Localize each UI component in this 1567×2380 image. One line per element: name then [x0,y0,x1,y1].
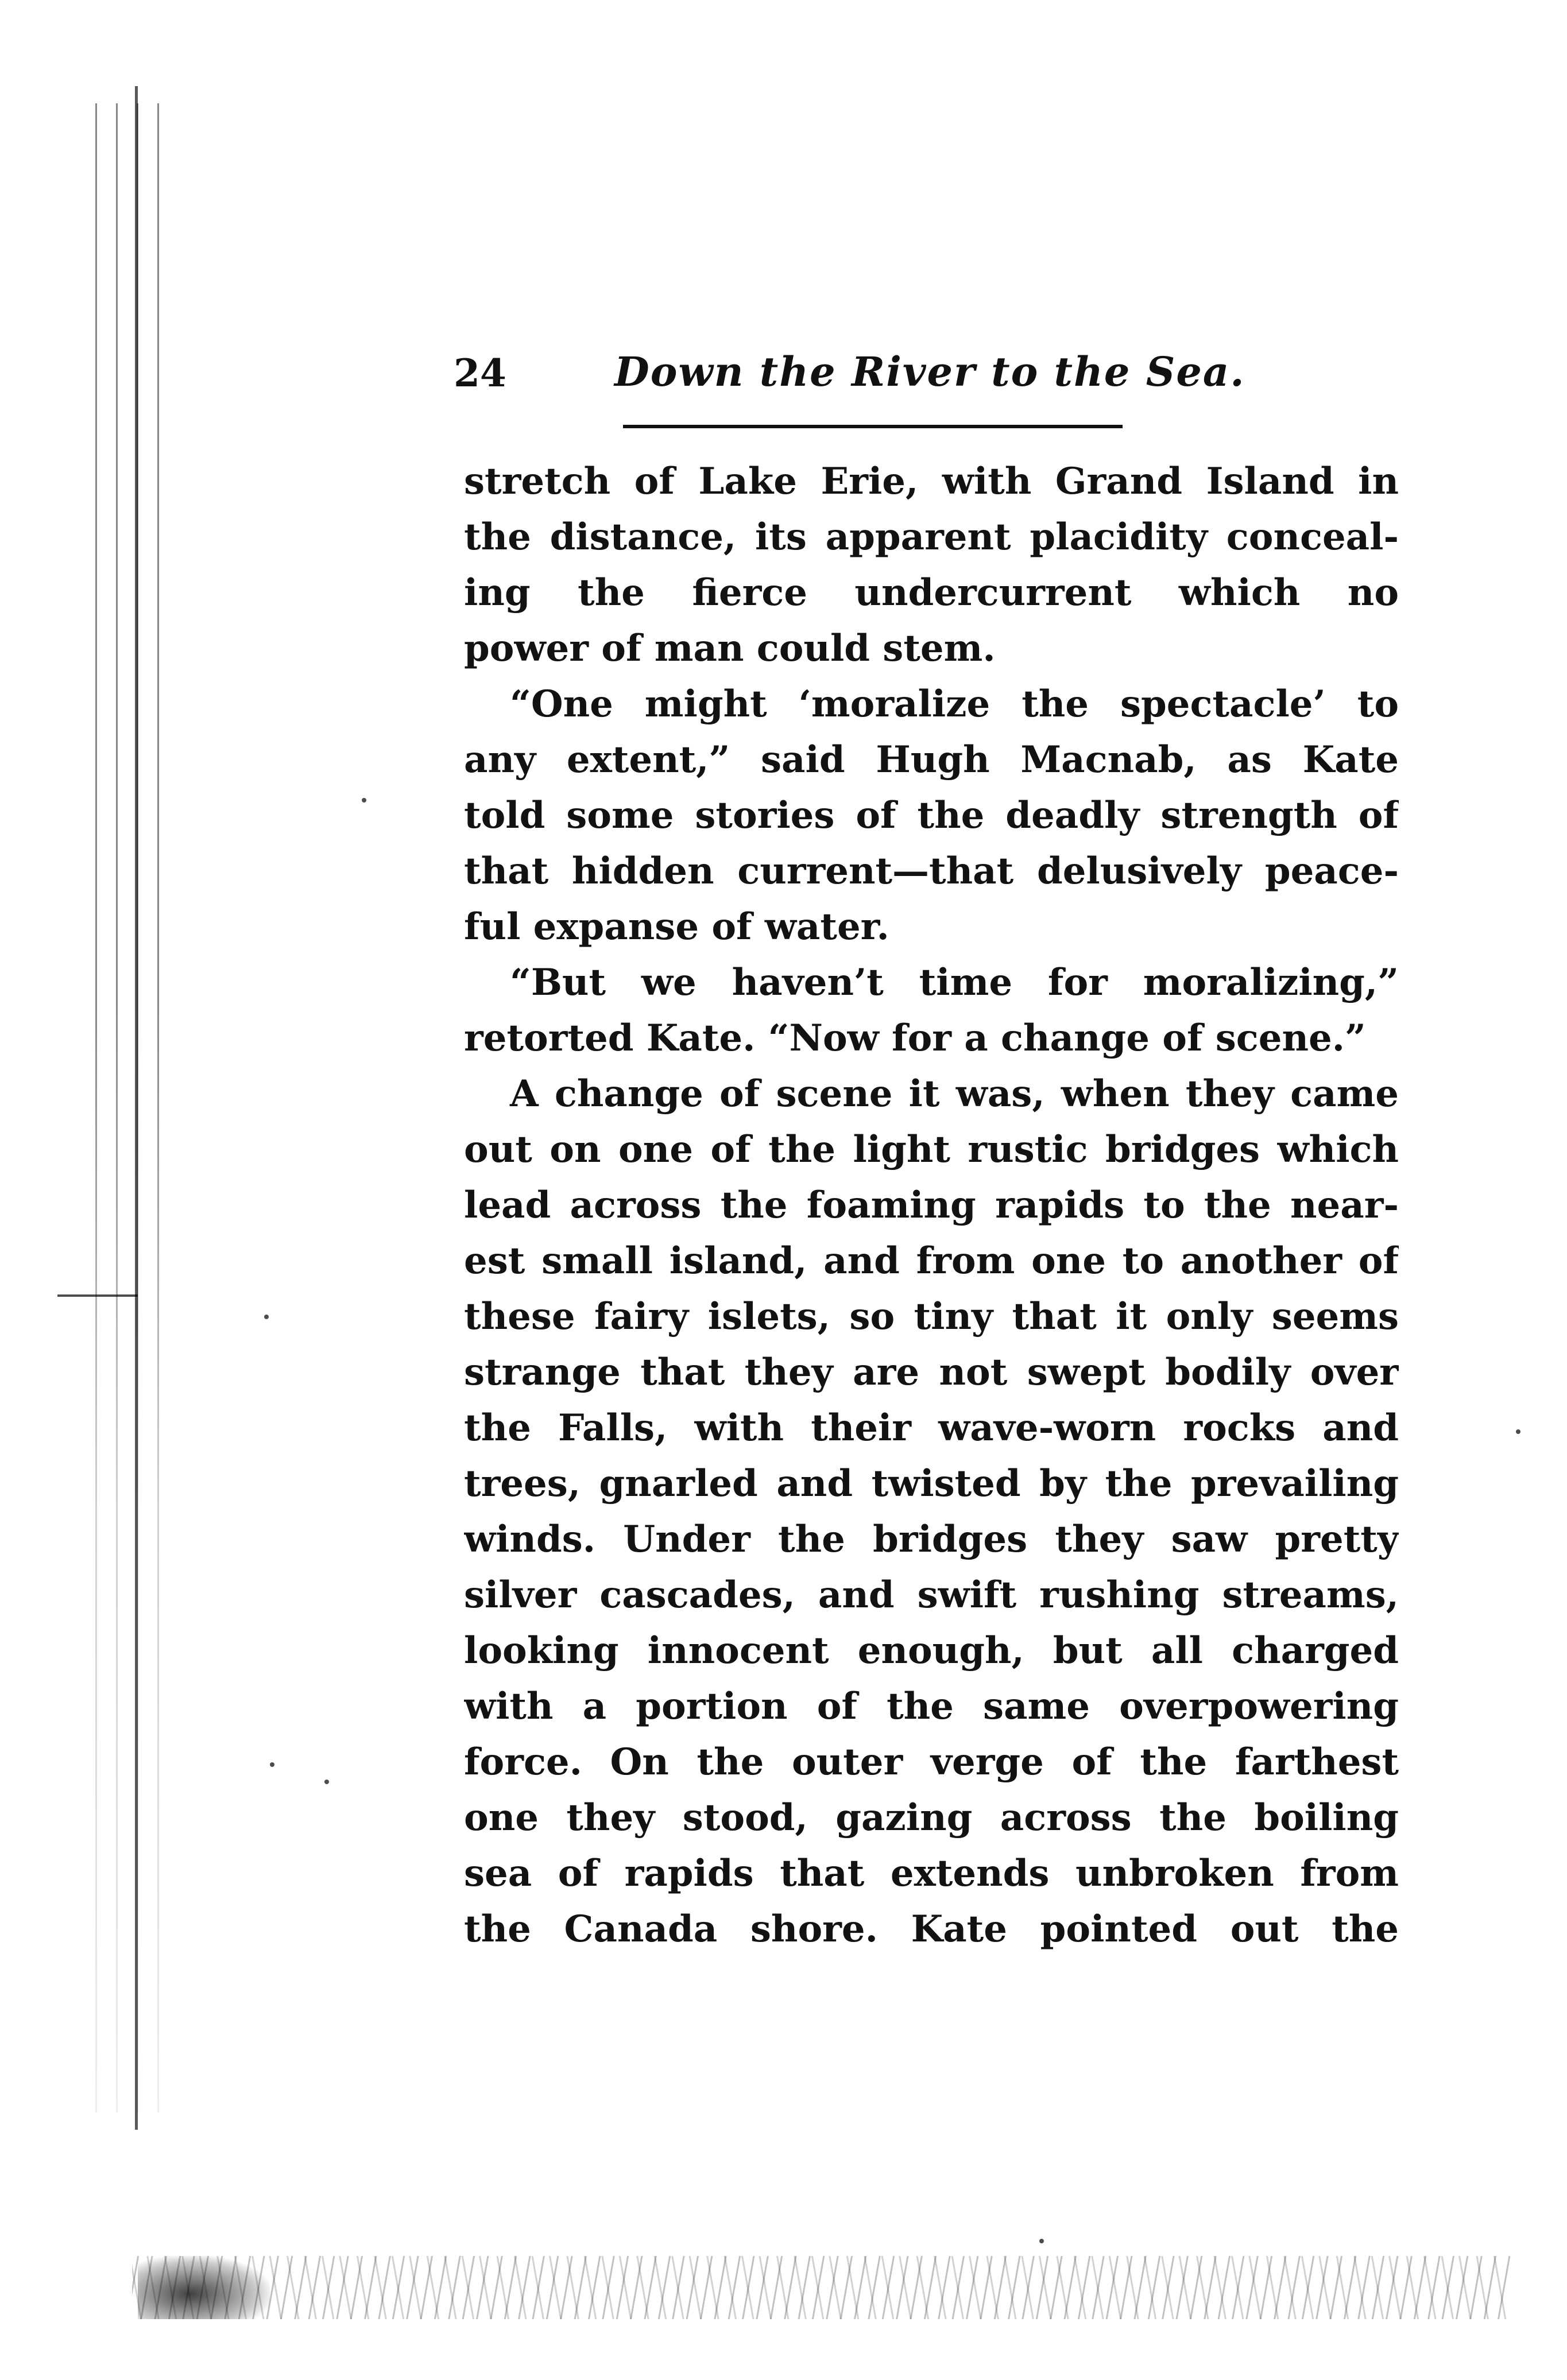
text-line: est small island, and from one to another of [464,1239,1399,1282]
text-line: strange that they are not swept bodily over [464,1351,1399,1394]
text-line: sea of rapids that extends unbroken from [464,1852,1399,1895]
text-line: A change of scene it was, when they came [510,1072,1399,1115]
text-line: silver cascades, and swift rushing streams, [464,1573,1399,1617]
scan-smudge [138,2256,270,2319]
scan-speck [1516,1429,1520,1434]
text-line: ful expanse of water. [464,905,889,948]
text-line: any extent,” said Hugh Macnab, as Kate [464,738,1399,781]
text-line: “But we haven’t time for moralizing,” [510,961,1399,1004]
text-line: lead across the foaming rapids to the near- [464,1184,1399,1227]
scan-speck [264,1315,269,1319]
text-line: stretch of Lake Erie, with Grand Island in [464,460,1399,503]
text-line: out on one of the light rustic bridges which [464,1128,1399,1171]
running-head [454,347,1401,402]
body-text [464,453,1399,1957]
scan-gutter-mark [57,1294,138,1297]
text-line: the Falls, with their wave-worn rocks and [464,1406,1399,1449]
text-line: winds. Under the bridges they saw pretty [464,1518,1399,1561]
text-line: one they stood, gazing across the boiling [464,1796,1399,1839]
scan-speck [1039,2239,1044,2243]
text-line: looking innocent enough, but all charged [464,1629,1399,1672]
scan-bottom-edge [132,2256,1510,2319]
text-line: ing the fierce undercurrent which no [464,571,1399,614]
text-line: the Canada shore. Kate pointed out the [464,1908,1399,1951]
page-number: 24 [454,351,506,396]
running-title: Down the River to the Sea. [614,348,1245,396]
text-line: that hidden current—that delusively peace- [464,850,1399,893]
header-rule [623,425,1123,428]
text-line: these fairy islets, so tiny that it only seems [464,1295,1399,1338]
text-line: the distance, its apparent placidity conceal- [464,515,1399,559]
scan-speck [362,798,366,803]
text-line: retorted Kate. “Now for a change of scene.” [464,1017,1366,1060]
text-line: told some stories of the deadly strength of [464,794,1399,837]
scan-speck [324,1780,329,1784]
text-line: with a portion of the same overpowering [464,1685,1399,1728]
scan-speck [270,1762,274,1767]
text-line: force. On the outer verge of the farthest [464,1741,1399,1784]
scan-gutter-line [135,86,138,2130]
scan-gutter-shadow [86,103,172,2112]
text-line: “One might ‘moralize the spectacle’ to [510,683,1399,726]
text-line: trees, gnarled and twisted by the prevailing [464,1462,1399,1505]
text-line: power of man could stem. [464,627,996,670]
